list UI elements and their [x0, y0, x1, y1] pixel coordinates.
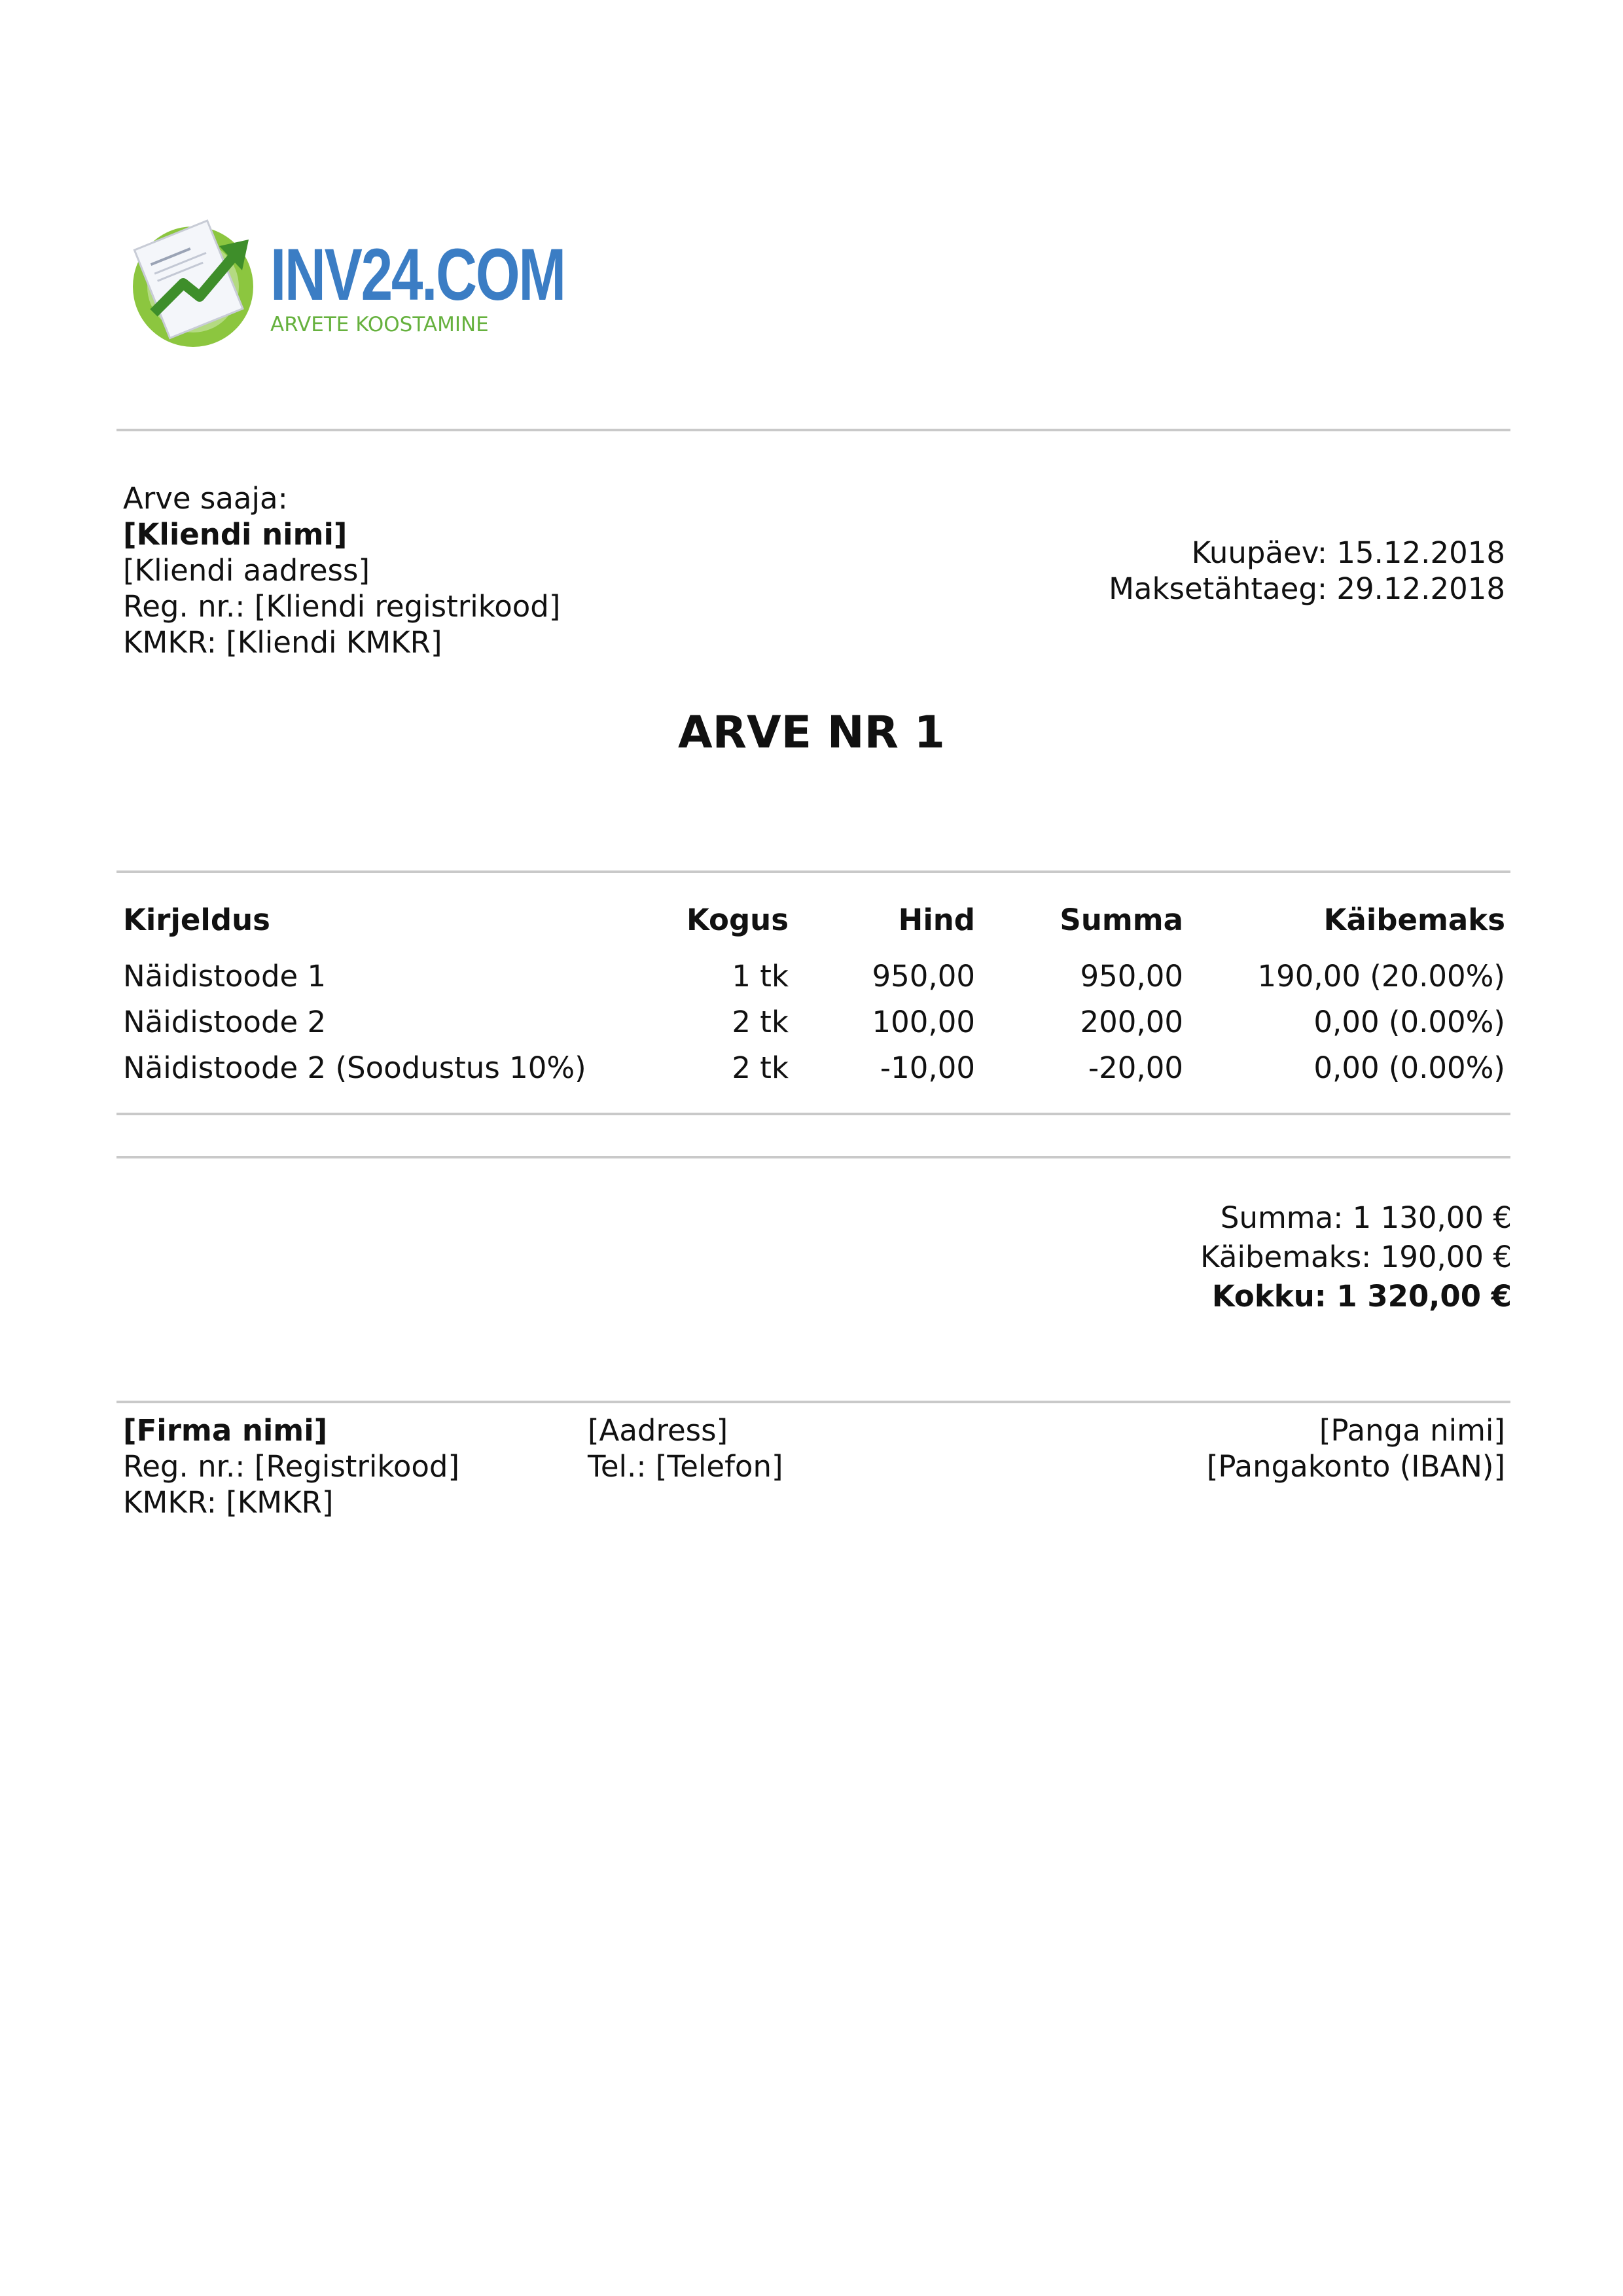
company-logo	[128, 215, 565, 359]
row-vat: 0,00 (0.00%)	[1313, 1050, 1505, 1085]
row-sum: 200,00	[1080, 1005, 1183, 1039]
logo-chart-icon	[128, 215, 265, 352]
header-description: Kirjeldus	[123, 903, 270, 937]
recipient-heading: Arve saaja:	[123, 481, 288, 516]
recipient-name: [Kliendi nimi]	[123, 517, 348, 552]
grand-total: Kokku: 1 320,00 €	[1211, 1279, 1512, 1314]
footer-phone: Tel.: [Telefon]	[588, 1449, 783, 1484]
footer-reg-number: Reg. nr.: [Registrikood]	[123, 1449, 460, 1484]
row-description: Näidistoode 2	[123, 1005, 327, 1039]
row-quantity: 2 tk	[732, 1050, 789, 1085]
header-vat: Käibemaks	[1323, 903, 1505, 937]
header-divider	[116, 429, 1510, 431]
footer-bank-name: [Panga nimi]	[1319, 1413, 1505, 1448]
row-quantity: 2 tk	[732, 1005, 789, 1039]
logo-tagline: ARVETE KOOSTAMINE	[270, 313, 489, 336]
row-vat: 0,00 (0.00%)	[1313, 1005, 1505, 1039]
invoice-title: ARVE NR 1	[678, 707, 945, 759]
row-vat: 190,00 (20.00%)	[1257, 959, 1505, 994]
table-bottom-divider	[116, 1113, 1510, 1115]
table-top-divider	[116, 870, 1510, 873]
footer-iban: [Pangakonto (IBAN)]	[1206, 1449, 1505, 1484]
row-quantity: 1 tk	[732, 959, 789, 994]
row-price: 100,00	[872, 1005, 975, 1039]
row-price: 950,00	[872, 959, 975, 994]
footer-company-name: [Firma nimi]	[123, 1413, 328, 1448]
header-sum: Summa	[1060, 903, 1183, 937]
due-date: Maksetähtaeg: 29.12.2018	[1109, 571, 1505, 606]
total-sum: Summa: 1 130,00 €	[1220, 1200, 1512, 1235]
header-quantity: Kogus	[686, 903, 789, 937]
footer-divider	[116, 1401, 1510, 1403]
recipient-vat-number: KMKR: [Kliendi KMKR]	[123, 625, 442, 660]
totals-divider	[116, 1156, 1510, 1158]
row-sum: -20,00	[1088, 1050, 1183, 1085]
total-vat: Käibemaks: 190,00 €	[1200, 1240, 1512, 1274]
row-description: Näidistoode 2 (Soodustus 10%)	[123, 1050, 586, 1085]
logo-wordmark: INV24.COM	[270, 234, 565, 315]
recipient-reg-number: Reg. nr.: [Kliendi registrikood]	[123, 589, 561, 624]
row-sum: 950,00	[1080, 959, 1183, 994]
invoice-date: Kuupäev: 15.12.2018	[1191, 535, 1505, 570]
header-price: Hind	[898, 903, 975, 937]
recipient-address: [Kliendi aadress]	[123, 553, 370, 588]
footer-address: [Aadress]	[588, 1413, 728, 1448]
row-price: -10,00	[880, 1050, 975, 1085]
row-description: Näidistoode 1	[123, 959, 327, 994]
footer-vat-number: KMKR: [KMKR]	[123, 1485, 334, 1520]
